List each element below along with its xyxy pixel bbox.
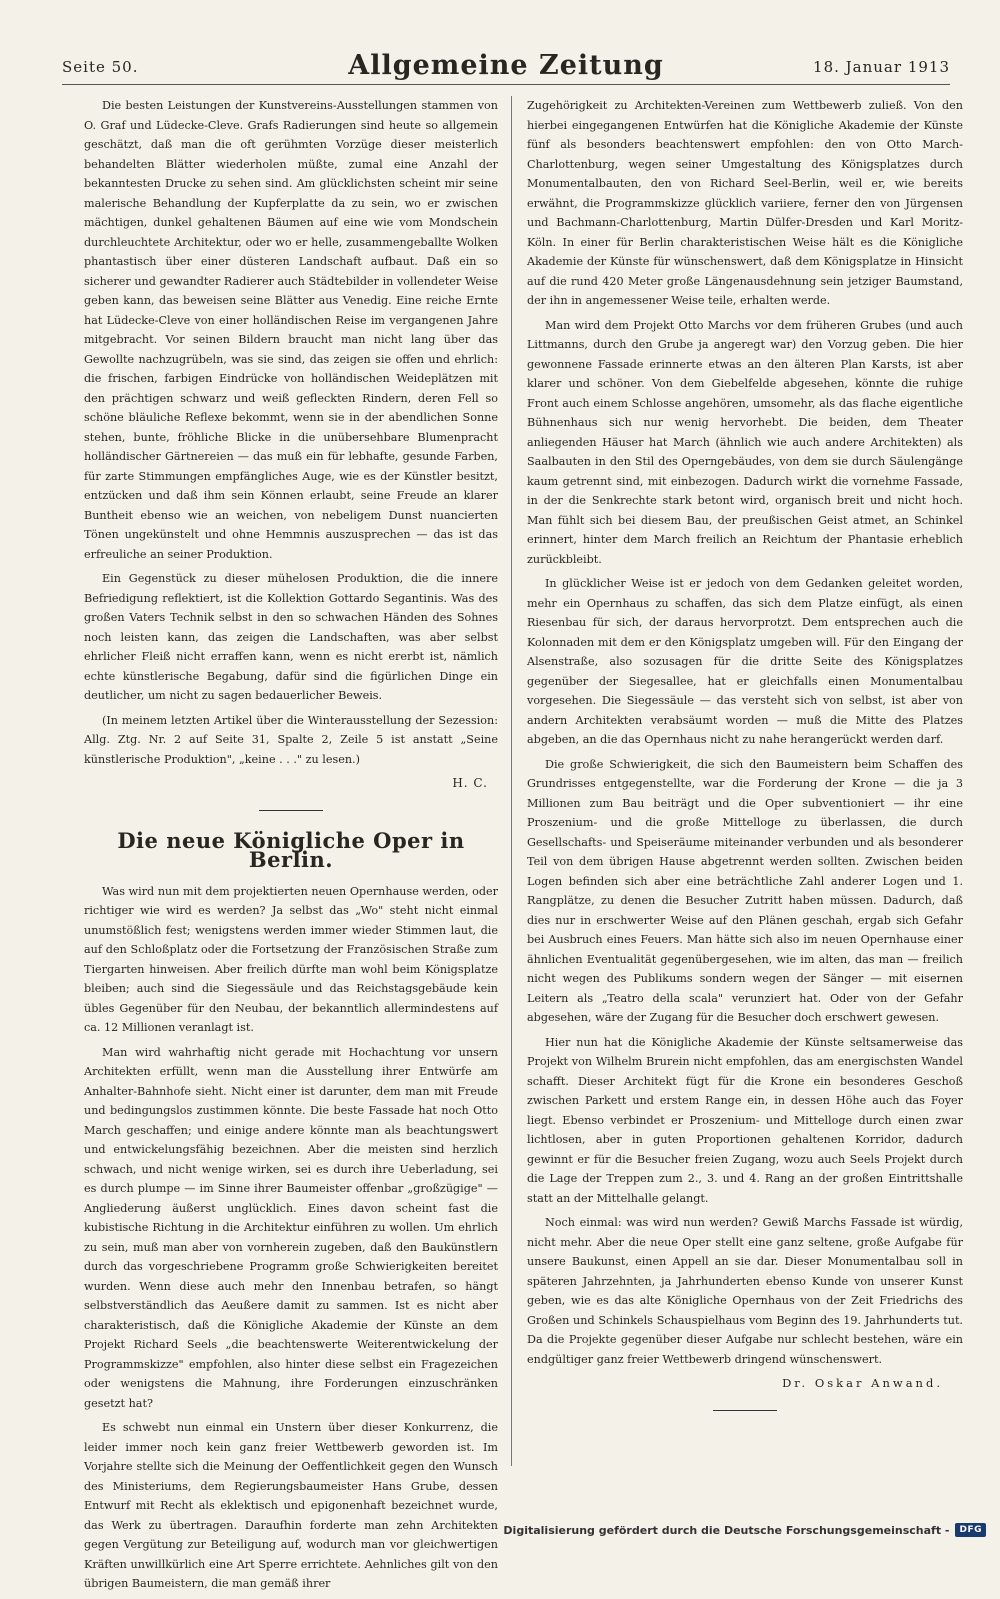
header-rule bbox=[62, 84, 950, 85]
credit-text: Digitalisierung gefördert durch die Deutsche Forschungsgemeinschaft - bbox=[503, 1523, 950, 1537]
digitization-credit bbox=[503, 1523, 986, 1537]
author-signature: Dr. Oskar Anwand. bbox=[782, 1376, 943, 1390]
newspaper-title: Allgemeine Zeitung bbox=[348, 50, 664, 81]
article2-paragraph: Man wird wahrhaftig nicht gerade mit Hochachtung vor unsern Architekten erfüllt, wenn man die Ausstellung ihrer Entwürfe am Anhalter-Bahnhofe sieht. Nicht einer ist darunter, dem man mit Freude und bedingungslos zustimmen könnte. Die beste Fassade hat noch Otto March geschaffen; und einige andere könnte man als beachtungswert und entwickelungsfähig bezeichnen. Aber die meisten sind herzlich schwach, und nicht wenige wirken, sei es durch ihre Ueberladung, sei es durch plumpe — im Sinne ihrer Baumeister offenbar „großzügige" — Angliederung äußerst unglücklich. Eines davon scheint fast die kubistische Richtung in die Architektur einführen zu wollen. Um ehrlich zu sein, muß man aber von vornherein zugeben, daß den Baukünstlern durch das vorgeschriebene Programm große Schwierigkeiten bereitet wurden. Wenn diese auch mehr den Innenbau betrafen, so hängt selbstverständlich das Aeußere damit zu sammen. Ist es nicht aber charakteristisch, daß die Königliche Akademie der Künste an dem Projekt Richard Seels „die beachtenswerte Weiterentwickelung der Programmskizze" empfohlen, also hinter diese selbst ein Fragezeichen oder wenigstens die Mahnung, ihre Forderungen einzuschränken gesetzt hat? bbox=[84, 1045, 498, 1410]
issue-date: 18. Januar 1913 bbox=[813, 58, 950, 76]
article2-paragraph: Noch einmal: was wird nun werden? Gewiß Marchs Fassade ist würdig, nicht mehr. Aber die neue Oper stellt eine ganz seltene, große Aufgabe für unsere Baukunst, einen Appell an sie dar. Dieser Monumentalbau soll in späteren Jahrzehnten, ja Jahrhunderten ebenso Kunde von unserer Kunst geben, wie es das alte Königliche Opernhaus von der Zeit Friedrichs des Großen und Schinkels Schauspielhaus vom Beginn des 19. Jahrhunderts tut. Da die Projekte gegenüber dieser Aufgabe nur schlecht bestehen, wäre ein endgültiger ganz freier Wettbewerb dringend wünschenswert. bbox=[527, 1216, 963, 1366]
article1-initials: H. C. bbox=[452, 776, 488, 790]
article2-paragraph: Zugehörigkeit zu Architekten-Vereinen zum Wettbewerb zuließ. Von den hierbei eingegangenen Entwürfen hat die Königliche Akademie der Künste fünf als besonders beachtenswert empfohlen: den von Otto March-Charlottenburg, wegen seiner Umgestaltung des Königsplatzes durch Monumentalbauten, den von Richard Seel-Berlin, weil er, wie bereits erwähnt, die Programmskizze glücklich variiere, ferner den von Jürgensen und Bachmann-Charlottenburg, Martin Dülfer-Dresden und Karl Moritz-Köln. In einer für Berlin charakteristischen Weise hält es die Königliche Akademie der Künste für wünschenswert, daß dem Königsplatze in Hinsicht auf die rund 420 Meter große Längenausdehnung sein jetziger Baumstand, der ihn in angemessener Weise teile, erhalten werde. bbox=[527, 99, 963, 307]
article2-paragraph: Die große Schwierigkeit, die sich den Baumeistern beim Schaffen des Grundrisses entgegenstellte, war die Forderung der Krone — die ja 3 Millionen zum Bau beiträgt und die Oper subventioniert — ihr eine Proszenium- und die große Mittelloge zu überlassen, die durch Gesellschafts- und Speiseräume miteinander verbunden und als besonderer Teil von dem übrigen Hause abgetrennt werden sollten. Zwischen beiden Logen befinden sich aber eine beträchtliche Zahl anderer Logen und 1. Rangplätze, zu denen die Besucher Zutritt haben müssen. Dadurch, daß dies nur in erschwerter Weise auf den Plänen geschah, ergab sich Gefahr bei Ausbruch eines Feuers. Man hätte sich also im neuen Opernhause einer ähnlichen Eventualität gegenübergesehen, wie im alten, das man — freilich nicht wegen des Publikums sondern wegen der Sänger — mit eisernen Leitern als „Teatro della scala" verunziert hat. Oder von der Gefahr abgesehen, wäre der Zugang für die Besucher doch erschwert gewesen. bbox=[527, 757, 963, 1024]
article2-paragraph: In glücklicher Weise ist er jedoch von dem Gedanken geleitet worden, mehr ein Opernhaus zu schaffen, das sich dem Platze einfügt, als einen Riesenbau für sich, der daraus hervorprotzt. Dem entsprechen auch die Kolonnaden mit dem er den Königsplatz umgeben will. Für den Eingang der Alsenstraße, also sozusagen für die dritte Seite des Königsplatzes gegenüber der Siegesallee, hat er gleichfalls einen Monumentalbau vorgesehen. Die Siegessäule — das versteht sich von selbst, ist aber von andern Architekten verabsäumt worden — muß die Mitte des Platzes abgeben, an die das Opernhaus nicht zu nahe herangerückt werden darf. bbox=[527, 577, 963, 746]
article2-title: Die neue Königliche Oper in Berlin. bbox=[117, 827, 465, 872]
right-column bbox=[527, 96, 963, 1431]
article2-paragraph: Was wird nun mit dem projektierten neuen Opernhause werden, oder richtiger wie wird es werden? Ja selbst das „Wo" steht nicht einmal unumstößlich fest; wenigstens werden immer wieder Stimmen laut, die auf den Schloßplatz oder die Fortsetzung der Französischen Straße zum Tiergarten hinweisen. Aber freilich dürfte man wohl beim Königsplatze bleiben; auch sind die Siegessäule und das Reichstagsgebäude kein übles Gegenüber für den Neubau, der bekanntlich allermindestens auf ca. 12 Millionen veranlagt ist. bbox=[84, 884, 498, 1034]
dfg-logo-icon: DFG bbox=[955, 1523, 986, 1537]
article1-paragraph: Ein Gegenstück zu dieser mühelosen Produktion, die die innere Befriedigung reflektiert, ist die Kollektion Gottardo Segantinis. Was des großen Vaters Technik selbst in den so schwachen Händen des Sohnes noch leisten kann, das zeigen die Landschaften, was aber selbst ehrlicher Fleiß nicht erraffen kann, wenn es nicht ererbt ist, nämlich echte künstlerische Begabung, dafür sind die figürlichen Dinge ein deutlicher, um nicht zu sagen bedauerlicher Beweis. bbox=[84, 572, 498, 702]
article2-paragraph: Hier nun hat die Königliche Akademie der Künste seltsamerweise das Projekt von Wilhelm Brurein nicht empfohlen, das am energischsten Wandel schafft. Dieser Architekt fügt für die Krone ein besonderes Geschoß zwischen Parkett und erstem Range ein, in dessen Höhe auch das Foyer liegt. Ebenso verbindet er Proszenium- und Mittelloge durch einen zwar lichtlosen, aber in guten Proportionen gehaltenen Korridor, dadurch gewinnt er für die Besucher freien Zugang, wozu auch Seels Projekt durch die Lage der Treppen zum 2., 3. und 4. Rang an der großen Eintrittshalle statt an der Mittelhalle gelangt. bbox=[527, 1035, 963, 1205]
article-separator bbox=[259, 810, 323, 811]
article1-paragraph: Die besten Leistungen der Kunstvereins-Ausstellungen stammen von O. Graf und Lüdecke-Cleve. Grafs Radierungen sind heute so allgemein geschätzt, daß man die oft gerühmten Vorzüge dieser meisterlich behandelten Blätter wiederholen müßte, zumal eine Anzahl der bekanntesten Drucke zu sehen sind. Am glücklichsten scheint mir seine malerische Behandlung der Kupferplatte da zu sein, wo er zwischen mächtigen, dunkel gehaltenen Bäumen auf eine wie vom Mondschein durchleuchtete Architektur, oder wo er helle, zusammengeballte Wolken phantastisch über einer düsteren Landschaft aufbaut. Daß ein so sicherer und gewandter Radierer auch Städtebilder in vollendeter Weise geben kann, das beweisen seine Blätter aus Venedig. Eine reiche Ernte hat Lüdecke-Cleve von einer holländischen Reise im vergangenen Jahre mitgebracht. Vor seinen Bildern braucht man nicht lang über das Gewollte nachzugrübeln, was sie sind, das zeigen sie offen und ehrlich: die frischen, farbigen Eindrücke von holländischen Weideplätzen mit den prächtigen schwarz und weiß gefleckten Rindern, deren Fell so schöne bläuliche Reflexe bekommt, wenn sie in der abendlichen Sonne stehen, bunte, fröhliche Blicke in die unübersehbare Blumenpracht holländischer Gärtnereien — das muß ein für lebhafte, gesunde Farben, für zarte Stimmungen empfängliches Auge, wie es der Künstler besitzt, entzücken und daß ihm sein Können erlaubt, seine Freude an klarer Buntheit ebenso wie an weichen, von nebeligem Dunst nuancierten Tönen ungekünstelt und ohne Hemmnis auszusprechen — das ist das erfreuliche an seiner Produktion. bbox=[84, 99, 498, 561]
article2-paragraph: Es schwebt nun einmal ein Unstern über dieser Konkurrenz, die leider immer noch kein ganz freier Wettbewerb geworden ist. Im Vorjahre stellte sich die Meinung der Oeffentlichkeit gegen den Wunsch des Ministeriums, dem Regierungsbaumeister Hans Grube, dessen Entwurf mit Recht als eklektisch und epigonenhaft bezeichnet wurde, das Werk zu übertragen. Daraufhin forderte man zehn Architekten gegen Vergütung zur Beteiligung auf, wodurch man vor gleichwertigen Kräften unwillkürlich eine Art Sperre errichtete. Aehnliches gilt von den übrigen Baumeistern, die man gemäß ihrer bbox=[84, 1421, 498, 1590]
article2-paragraph: Man wird dem Projekt Otto Marchs vor dem früheren Grubes (und auch Littmanns, durch den Grube ja angeregt war) den Vorzug geben. Die hier gewonnene Fassade erinnerte etwas an den älteren Plan Karsts, ist aber klarer und schöner. Von dem Giebelfelde abgesehen, könnte die ruhige Front auch einem Schlosse angehören, umsomehr, als das flache eigentliche Bühnenhaus sich nur wenig hervorhebt. Die beiden, dem Theater anliegenden Häuser hat March (ähnlich wie auch andere Architekten) als Saalbauten in den Stil des Operngebäudes, von dem sie durch Säulengänge kaum getrennt sind, mit einbezogen. Dadurch wirkt die vornehme Fassade, in der die Senkrechte stark betont wird, organisch breit und nicht hoch. Man fühlt sich bei diesem Bau, der preußischen Geist atmet, an Schinkel erinnert, hinter dem March freilich an Reichtum der Phantasie erheblich zurückbleibt. bbox=[527, 318, 963, 566]
left-column bbox=[84, 96, 498, 1599]
end-rule bbox=[713, 1410, 777, 1411]
column-divider bbox=[511, 96, 512, 1466]
article1-correction-note: (In meinem letzten Artikel über die Winterausstellung der Sezession: Allg. Ztg. Nr. 2 auf Seite 31, Spalte 2, Zeile 5 ist anstatt „Seine künstlerische Produktion", „keine . . ." zu lesen.) bbox=[84, 713, 498, 766]
page-number: Seite 50. bbox=[62, 58, 139, 76]
